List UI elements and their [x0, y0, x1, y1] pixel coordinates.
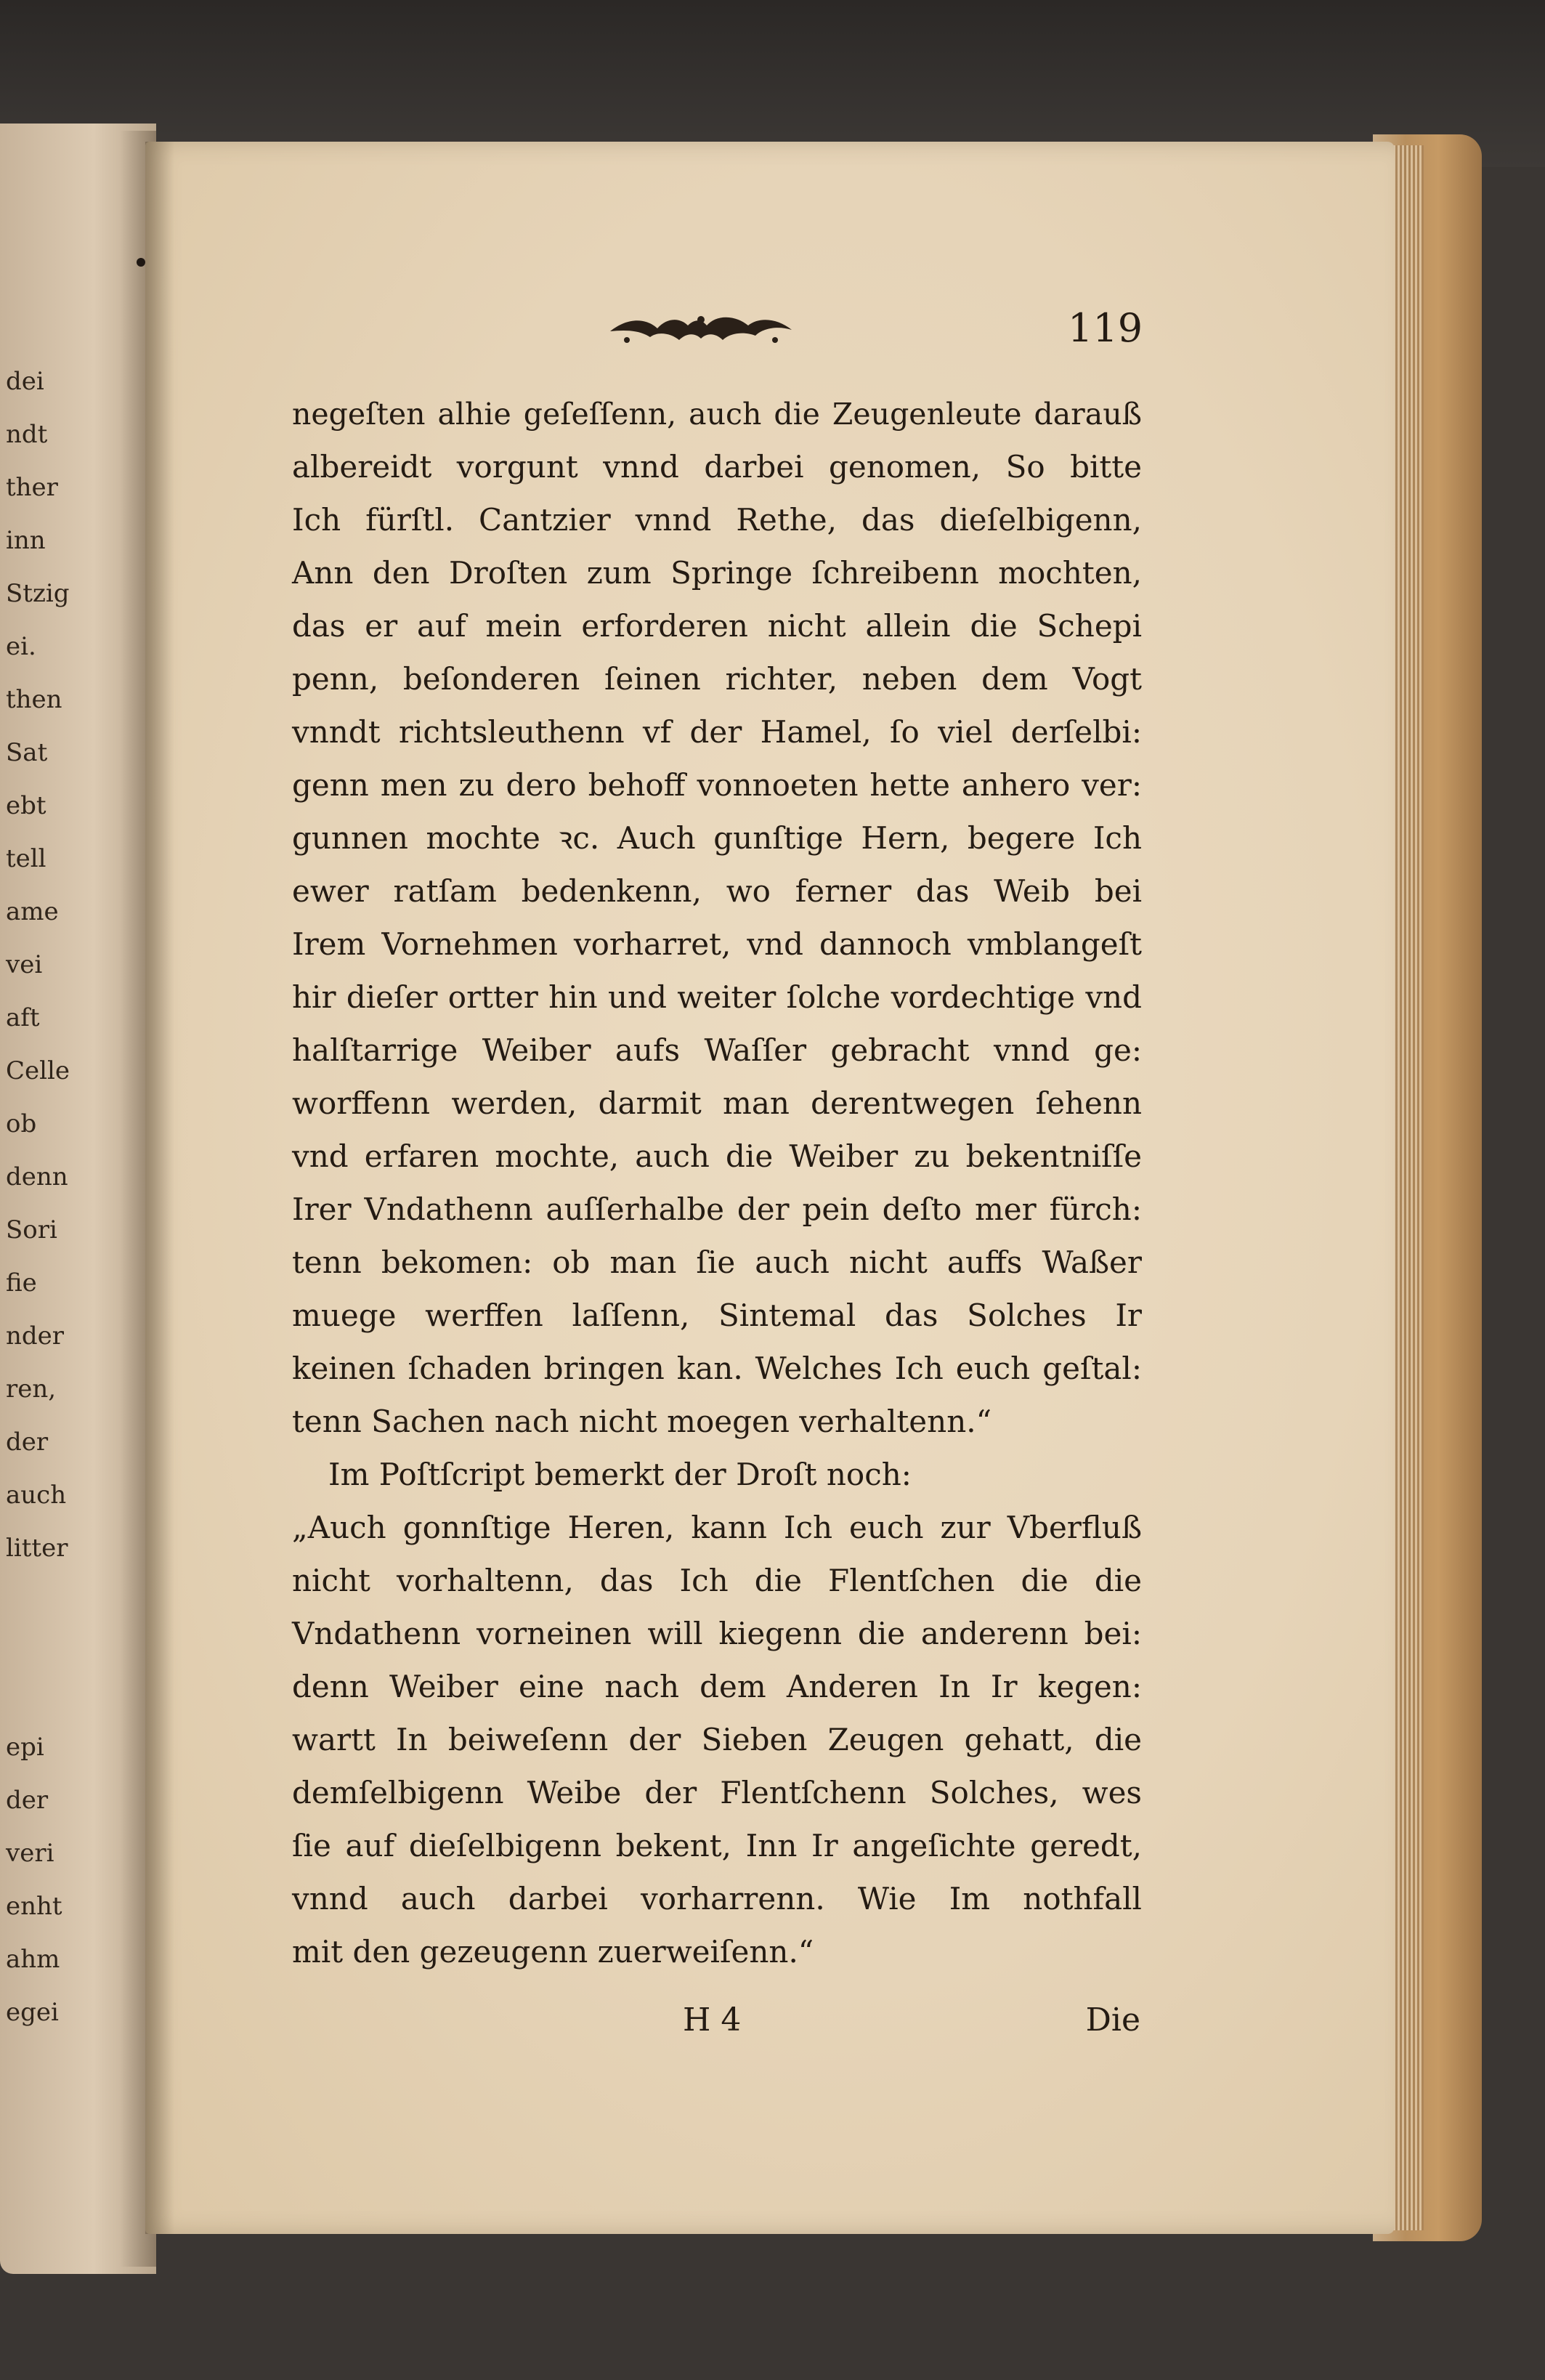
text-line: Irem Vornehmen vorharret, vnd dannoch vmblangeſt	[292, 926, 1142, 962]
margin-fragment: dei	[6, 367, 44, 396]
text-line: keinen ſchaden bringen kan. Welches Ich euch geſtal:	[292, 1351, 1142, 1386]
text-line: vnnd auch darbei vorharrenn. Wie Im nothfall	[292, 1881, 1142, 1916]
margin-fragment: then	[6, 685, 62, 714]
text-line: Ann den Droſten zum Springe ſchreibenn mochten,	[292, 555, 1142, 591]
text-line: demſelbigenn Weibe der Flentſchenn Solches, wes	[292, 1775, 1142, 1810]
text-line: Ich fürſtl. Cantzier vnnd Rethe, das dieſelbigenn,	[292, 502, 1142, 538]
text-line: das er auf mein erforderen nicht allein die Schepi	[292, 608, 1142, 644]
text-line: hir dieſer ortter hin und weiter ſolche vordechtige vnd	[292, 979, 1142, 1015]
margin-fragment: epi	[6, 1733, 44, 1762]
margin-fragment: auch	[6, 1481, 67, 1510]
margin-fragment: ther	[6, 473, 58, 502]
text-line: mit den gezeugenn zuerweiſenn.“	[292, 1934, 814, 1970]
margin-fragment: veri	[6, 1839, 54, 1868]
margin-fragment: der	[6, 1428, 49, 1457]
margin-fragment: ob	[6, 1109, 37, 1138]
margin-fragment: ame	[6, 897, 59, 926]
margin-fragment: Sat	[6, 738, 48, 767]
text-line: Vndathenn vorneinen will kiegenn die anderenn bei:	[292, 1616, 1142, 1651]
text-line: negeſten alhie geſeſſenn, auch die Zeugenleute darauß	[292, 397, 1142, 432]
text-line: worffenn werden, darmit man derentwegen ſehenn	[292, 1085, 1142, 1121]
text-line: Im Poſtſcript bemerkt der Droſt noch:	[328, 1457, 912, 1492]
margin-fragment: Sori	[6, 1215, 57, 1244]
text-line: penn, beſonderen ſeinen richter, neben dem Vogt	[292, 661, 1142, 697]
margin-fragment: litter	[6, 1534, 68, 1563]
gutter-shadow	[145, 142, 174, 2234]
margin-fragment: der	[6, 1786, 49, 1815]
margin-fragment: egei	[6, 1998, 59, 2027]
text-line: tenn Sachen nach nicht moegen verhaltenn.“	[292, 1404, 992, 1439]
text-line: wartt In beiweſenn der Sieben Zeugen gehatt, die	[292, 1722, 1142, 1757]
signature-mark: H 4	[683, 2001, 742, 2039]
text-line: Irer Vndathenn auſſerhalbe der pein deſto mer fürch:	[292, 1191, 1142, 1227]
text-line: nicht vorhaltenn, das Ich die Flentſchen die die	[292, 1563, 1142, 1598]
text-line: „Auch gonnſtige Heren, kann Ich euch zur Vberfluß	[292, 1510, 1142, 1545]
margin-fragment: ndt	[6, 420, 48, 449]
text-line: gunnen mochte ꝛc. Auch gunſtige Hern, begere Ich	[292, 820, 1142, 856]
page-number: 119	[1068, 305, 1143, 351]
catchword: Die	[1085, 2001, 1140, 2039]
text-line: albereidt vorgunt vnnd darbei genomen, So bitte	[292, 449, 1142, 485]
margin-fragment: ei.	[6, 632, 36, 661]
text-line: denn Weiber eine nach dem Anderen In Ir kegen:	[292, 1669, 1142, 1704]
margin-fragment: inn	[6, 526, 46, 555]
margin-fragment: Celle	[6, 1056, 70, 1085]
margin-fragment: denn	[6, 1162, 68, 1191]
margin-fragment: ren,	[6, 1375, 57, 1404]
text-line: genn men zu dero behoff vonnoeten hette anhero ver:	[292, 767, 1142, 803]
margin-fragment: fie	[6, 1268, 37, 1298]
ink-dot	[137, 258, 145, 267]
margin-fragment: enht	[6, 1892, 62, 1921]
text-line: halſtarrige Weiber aufs Waſſer gebracht vnnd ge:	[292, 1032, 1142, 1068]
margin-fragment: nder	[6, 1321, 65, 1351]
text-line: muege werffen laſſenn, Sintemal das Solches Ir	[292, 1298, 1142, 1333]
margin-fragment: tell	[6, 844, 46, 873]
text-line: ſie auf dieſelbigenn bekent, Inn Ir angeſichte geredt,	[292, 1828, 1142, 1863]
ornament-icon	[607, 304, 795, 355]
margin-fragment: Stzig	[6, 579, 70, 608]
margin-fragment: vei	[6, 950, 43, 979]
margin-fragment: ahm	[6, 1945, 60, 1974]
text-line: tenn bekomen: ob man ſie auch nicht auffs Waßer	[292, 1244, 1142, 1280]
margin-fragment: ebt	[6, 791, 46, 820]
margin-fragment: aft	[6, 1003, 40, 1032]
text-line: vnd erfaren mochte, auch die Weiber zu bekentniſſe	[292, 1138, 1142, 1174]
text-line: vnndt richtsleuthenn vf der Hamel, ſo viel derſelbi:	[292, 714, 1142, 750]
text-line: ewer ratſam bedenkenn, wo ferner das Weib bei	[292, 873, 1142, 909]
